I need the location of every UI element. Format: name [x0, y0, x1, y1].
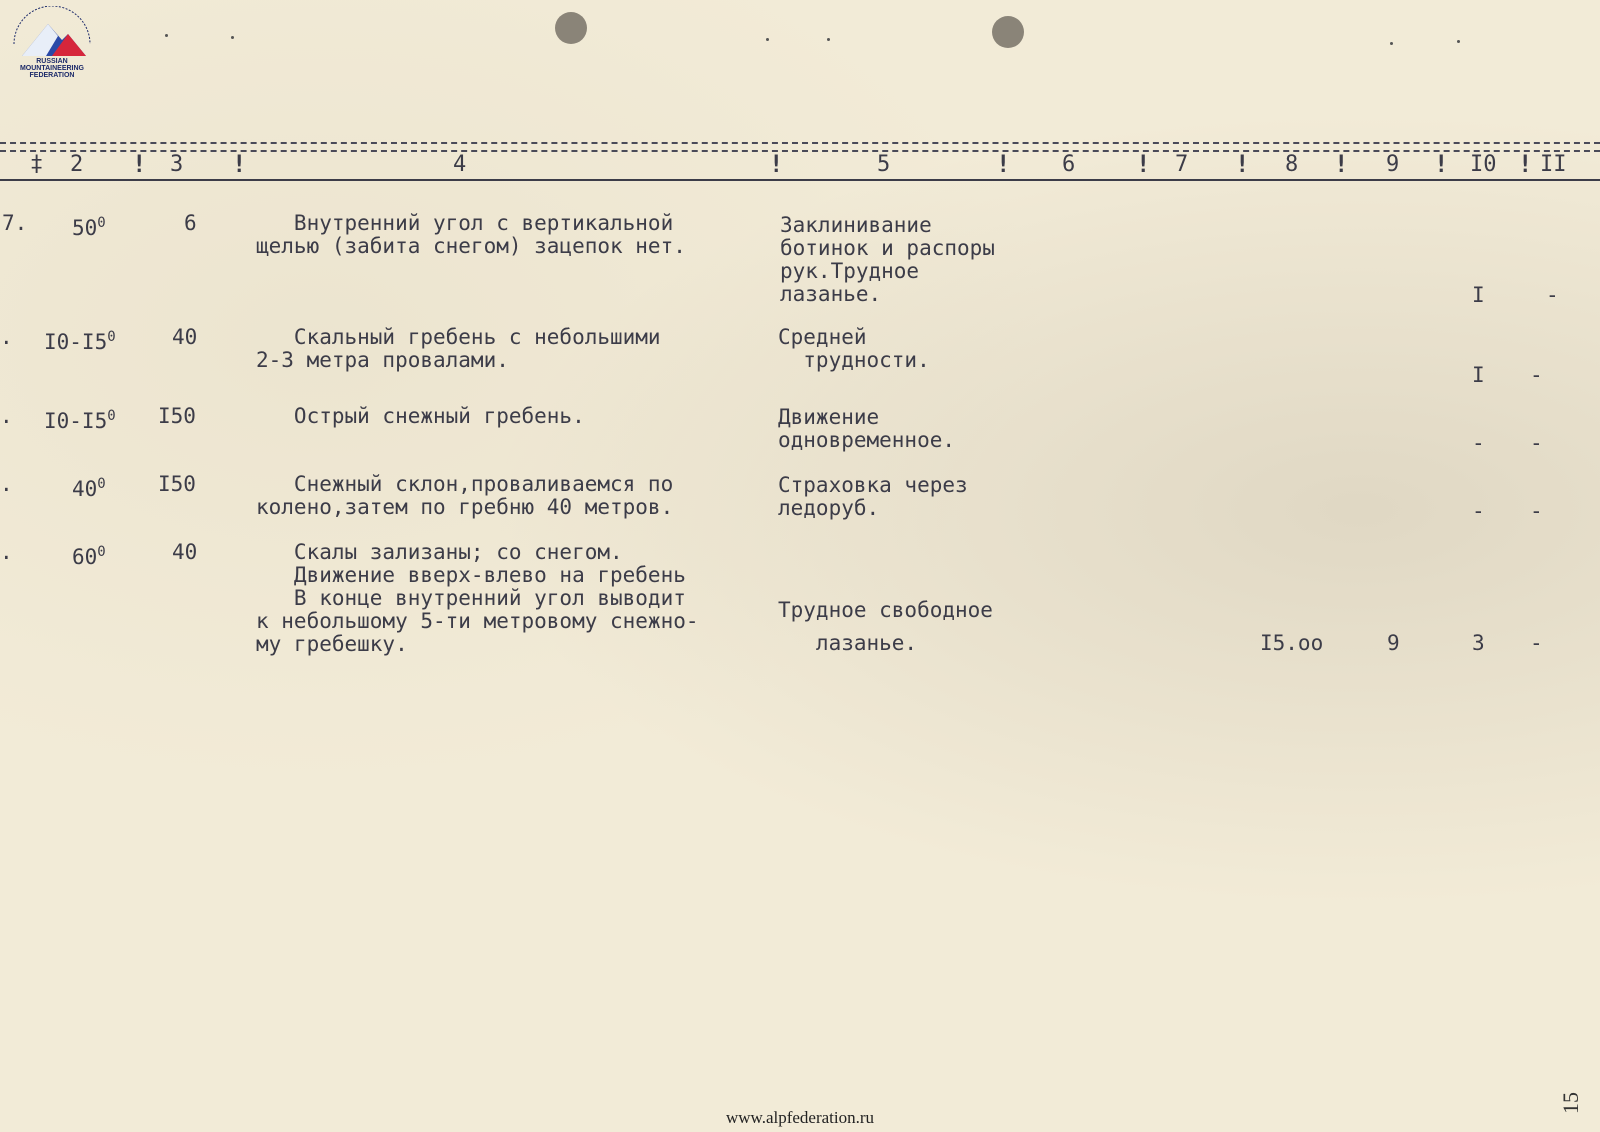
- logo-line-3: FEDERATION: [29, 72, 75, 79]
- terrain-line: Скальный гребень с небольшими: [256, 325, 661, 349]
- method-line: Движение: [778, 405, 880, 429]
- speck: [827, 38, 830, 41]
- method-line: Заклинивание: [780, 213, 932, 237]
- method-line: одновременное.: [778, 428, 956, 452]
- row-number: .: [0, 325, 13, 349]
- header-separator: !: [1518, 150, 1533, 178]
- section-length: 40: [172, 540, 198, 564]
- row-number: .: [0, 472, 13, 496]
- method-line: ледоруб.: [778, 496, 880, 520]
- header-col-2: 2: [70, 152, 84, 177]
- method-line: лазанье.: [780, 282, 882, 306]
- header-col-1: ‡: [30, 152, 44, 177]
- logo-line-1: RUSSIAN: [36, 58, 68, 65]
- method-line: Трудное свободное: [778, 598, 993, 622]
- col8-time: I5.oo: [1260, 631, 1324, 655]
- col9-value: 9: [1387, 631, 1400, 655]
- header-bottom-rule: [0, 179, 1600, 181]
- col11-value: -: [1546, 283, 1559, 307]
- header-separator: !: [769, 150, 784, 178]
- section-length: 40: [172, 325, 198, 349]
- terrain-line: Скалы зализаны; со снегом.: [256, 540, 623, 564]
- slope-angle: $50^0$: [72, 215, 106, 240]
- col10-value: -: [1472, 431, 1485, 455]
- row-number: .: [0, 404, 13, 428]
- terrain-line: В конце внутренний угол выводит: [256, 586, 686, 610]
- terrain-line: Острый снежный гребень.: [256, 404, 585, 428]
- header-separator: !: [1235, 150, 1250, 178]
- header-col-10: I0: [1470, 152, 1497, 177]
- header-separator: !: [132, 150, 147, 178]
- speck: [231, 36, 234, 39]
- header-col-4: 4: [453, 152, 467, 177]
- method-line: ботинок и распоры: [780, 236, 995, 260]
- punch-hole-left: [555, 12, 587, 44]
- header-col-8: 8: [1285, 152, 1299, 177]
- terrain-line: му гребешку.: [256, 632, 408, 656]
- terrain-line: Снежный склон,проваливаемся по: [256, 472, 674, 496]
- margin-note: 15: [1558, 1092, 1583, 1114]
- slope-angle: $I0-I5^0$: [44, 408, 116, 433]
- slope-angle: $I0-I5^0$: [44, 329, 116, 354]
- terrain-line: 2-3 метра провалами.: [256, 348, 509, 372]
- method-line: рук.Трудное: [780, 259, 920, 283]
- col11-value: -: [1530, 499, 1543, 523]
- col11-value: -: [1530, 363, 1543, 387]
- header-col-5: 5: [877, 152, 891, 177]
- header-separator: !: [1434, 150, 1449, 178]
- col10-value: I: [1472, 363, 1485, 387]
- logo-line-2: MOUNTAINEERING: [19, 65, 85, 72]
- header-col-11: II: [1540, 152, 1567, 177]
- terrain-line: к небольшому 5-ти метровому снежно-: [256, 609, 699, 633]
- header-separator: !: [1334, 150, 1349, 178]
- header-separator: !: [996, 150, 1011, 178]
- method-line: Средней: [778, 325, 867, 349]
- speck: [1390, 42, 1393, 45]
- terrain-line: Внутренний угол с вертикальной: [256, 211, 674, 235]
- federation-logo: [6, 6, 98, 84]
- speck: [165, 34, 168, 37]
- method-line: трудности.: [778, 348, 930, 372]
- speck: [766, 38, 769, 41]
- col11-value: -: [1530, 631, 1543, 655]
- section-length: 6: [184, 211, 197, 235]
- col10-value: 3: [1472, 631, 1485, 655]
- terrain-line: Движение вверх-влево на гребень: [256, 563, 686, 587]
- method-line: лазанье.: [778, 631, 918, 655]
- header-col-7: 7: [1175, 152, 1189, 177]
- header-col-3: 3: [170, 152, 184, 177]
- method-line: Страховка через: [778, 473, 968, 497]
- header-separator: !: [232, 150, 247, 178]
- footer-url: www.alpfederation.ru: [725, 1108, 875, 1127]
- terrain-line: щелью (забита снегом) зацепок нет.: [256, 234, 686, 258]
- header-separator: !: [1136, 150, 1151, 178]
- row-number: .: [0, 540, 13, 564]
- speck: [1457, 40, 1460, 43]
- header-col-6: 6: [1062, 152, 1076, 177]
- col10-value: -: [1472, 499, 1485, 523]
- slope-angle: $40^0$: [72, 476, 106, 501]
- slope-angle: $60^0$: [72, 544, 106, 569]
- header-col-9: 9: [1386, 152, 1400, 177]
- col11-value: -: [1530, 431, 1543, 455]
- col10-value: I: [1472, 283, 1485, 307]
- row-number: 7.: [2, 211, 28, 235]
- terrain-line: колено,затем по гребню 40 метров.: [256, 495, 674, 519]
- section-length: I50: [158, 404, 196, 428]
- section-length: I50: [158, 472, 196, 496]
- mountain-logo-icon: [6, 6, 98, 66]
- punch-hole-right: [992, 16, 1024, 48]
